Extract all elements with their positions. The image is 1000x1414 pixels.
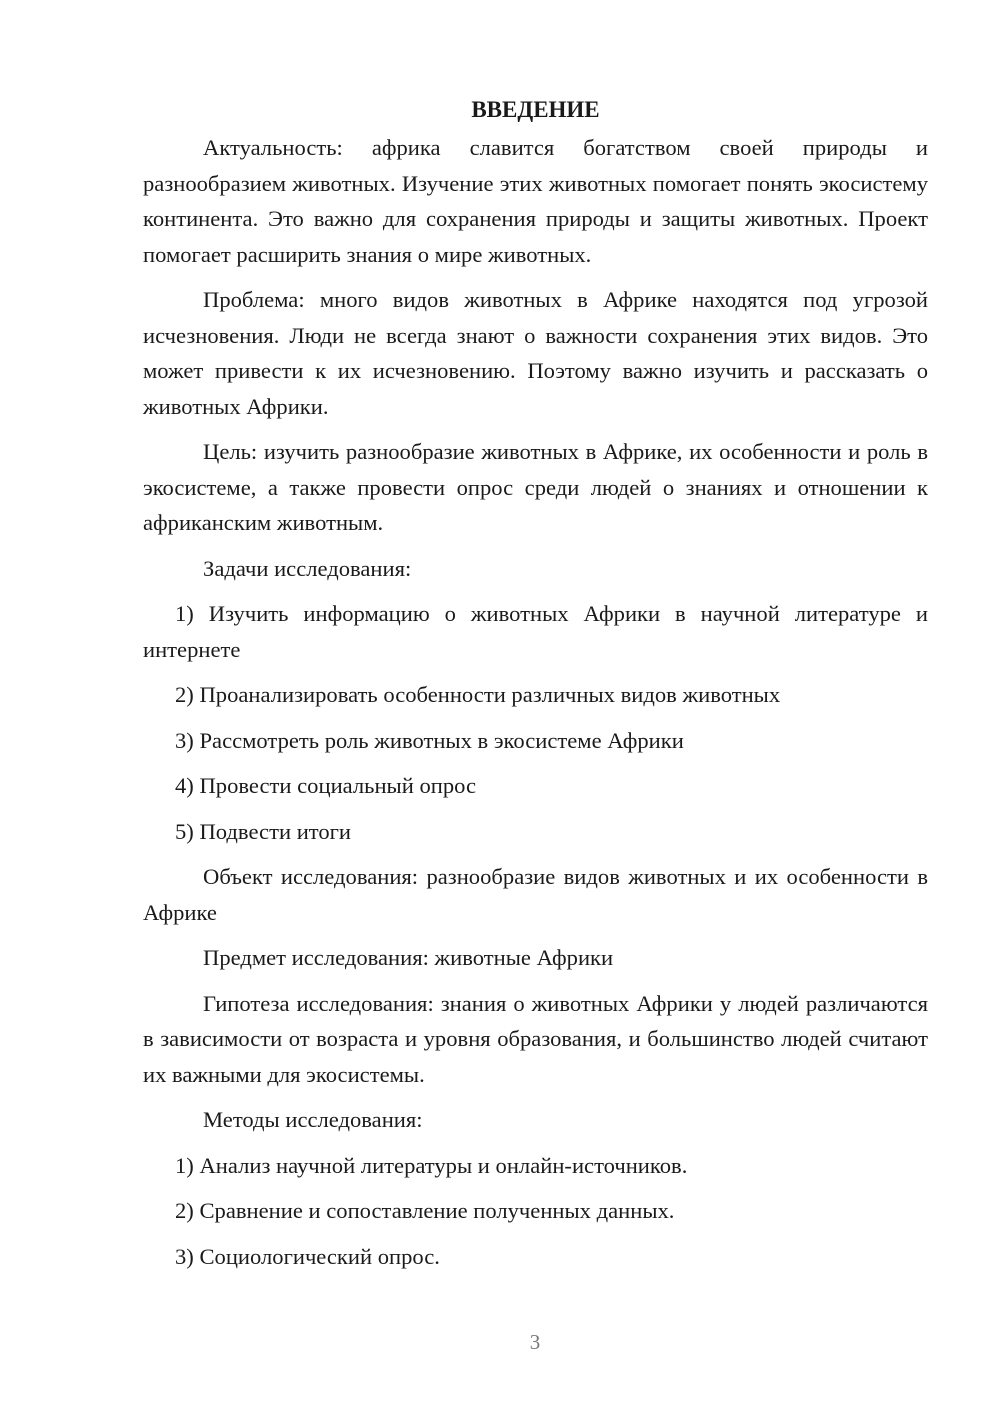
method-item-1: 1) Анализ научной литературы и онлайн-источников. [175,1152,688,1178]
problem-paragraph: Проблема: много видов животных в Африке находятся под угрозой исчезновения. Люди не всегда знают о важности сохранения этих видов. Это может привести к их исчезновению. Поэтому важно изучить и рассказать о животных Африки. [143,287,928,419]
tasks-heading: Задачи исследования: [203,555,412,581]
document-page [143,92,928,1284]
page-title: ВВЕДЕНИЕ [471,97,600,122]
method-item-2: 2) Сравнение и сопоставление полученных данных. [175,1198,675,1223]
task-item-5: 5) Подвести итоги [175,818,352,844]
goal-paragraph: Цель: изучить разнообразие животных в Африке, их особенности и роль в экосистеме, а также провести опрос среди людей о знаниях и отношении к африканским животным. [143,439,928,535]
method-item-3: 3) Социологический опрос. [175,1243,440,1269]
task-item-3: 3) Рассмотреть роль животных в экосистеме Африки [175,727,684,753]
page-number: 3 [529,1330,541,1354]
task-item-2: 2) Проанализировать особенности различных видов животных [175,682,781,707]
task-item-1: 1) Изучить информацию о животных Африки в научной литературе и интернете [143,601,928,662]
task-item-4: 4) Провести социальный опрос [175,773,477,798]
object-paragraph: Объект исследования: разнообразие видов животных и их особенности в Африке [143,864,928,925]
hypothesis-paragraph: Гипотеза исследования: знания о животных Африки у людей различаются в зависимости от возраста и уровня образования, и большинство людей считают их важными для экосистемы. [143,990,928,1087]
relevance-paragraph: Актуальность: африка славится богатством своей природы и разнообразием животных. Изучение этих животных помогает понять экосистему континента. Это важно для сохранения природы и защиты животных. Проект помогает расширить знания о мире животных. [143,135,928,267]
subject-paragraph: Предмет исследования: животные Африки [203,945,614,970]
methods-heading: Методы исследования: [203,1107,423,1132]
